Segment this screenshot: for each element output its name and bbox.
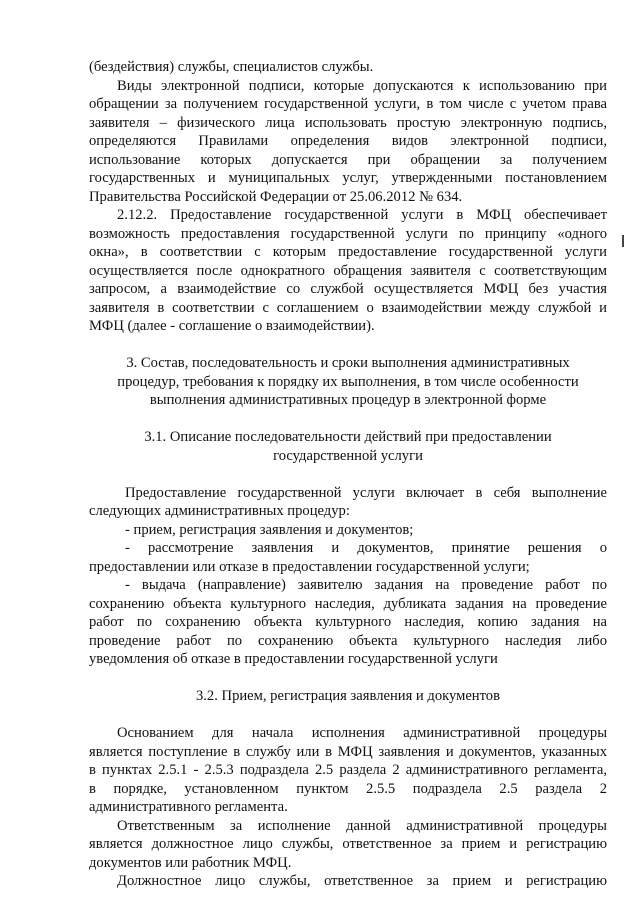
text-line: предоставлении или отказе в предоставлении государственной услуги; bbox=[89, 558, 530, 575]
text-line: в порядке, установленном пунктом 2.5.5 подраздела 2.5 раздела 2 bbox=[89, 780, 607, 797]
text-line: Ответственным за исполнение данной административной процедуры bbox=[117, 817, 607, 834]
section-heading-3: процедур, требования к порядку их выполнения, в том числе особенности bbox=[117, 373, 579, 390]
scan-artifact bbox=[622, 235, 624, 247]
text-line: Должностное лицо службы, ответственное за прием и регистрацию bbox=[117, 873, 607, 889]
text-line: 2.12.2. Предоставление государственной услуги в МФЦ обеспечивает bbox=[117, 207, 607, 223]
text-line: работ по сохранению объекта культурного наследия, копию задания на bbox=[89, 614, 607, 630]
section-heading-3: 3. Состав, последовательность и сроки выполнения административных bbox=[126, 355, 570, 371]
document-body bbox=[89, 58, 607, 891]
section-heading-3-1: государственной услуги bbox=[273, 447, 423, 464]
text-line: является поступление в службу или в МФЦ заявления и документов, указанных bbox=[89, 743, 607, 760]
text-line: возможность предоставления государственной услуги по принципу «одного bbox=[89, 225, 607, 242]
text-line: административного регламента. bbox=[89, 799, 288, 815]
text-line: обращении за получением государственной услуги, в том числе с учетом права bbox=[89, 96, 607, 112]
text-line: МФЦ (далее - соглашение о взаимодействии). bbox=[89, 318, 375, 334]
text-line: запросом, а взаимодействие со службой осуществляется МФЦ без участия bbox=[89, 281, 607, 297]
text-line: следующих административных процедур: bbox=[89, 503, 350, 519]
list-item: - рассмотрение заявления и документов, принятие решения о bbox=[125, 540, 607, 556]
text-line: Основанием для начала исполнения административной процедуры bbox=[117, 725, 607, 741]
text-line: в пунктах 2.5.1 - 2.5.3 подраздела 2.5 раздела 2 административного регламента, bbox=[89, 762, 607, 778]
text-line: окна», в соответствии с которым предоставление государственной услуги bbox=[89, 244, 607, 260]
text-line: осуществляется после однократного обращения заявителя с соответствующим bbox=[89, 262, 607, 279]
text-line: сохранению объекта культурного наследия, дубликата задания на проведение bbox=[89, 595, 607, 612]
text-line: является должностное лицо службы, ответственное за прием и регистрацию bbox=[89, 836, 607, 852]
text-line: Виды электронной подписи, которые допускаются к использованию при bbox=[117, 77, 607, 94]
text-line: государственных и муниципальных услуг, утвержденными постановлением bbox=[89, 170, 607, 186]
text-line: использование которых допускается при обращении за получением bbox=[89, 151, 607, 168]
text-line: проведение работ по сохранению объекта культурного наследия либо bbox=[89, 632, 607, 649]
text-line: заявителя – физического лица использовать простую электронную подпись, bbox=[89, 114, 607, 131]
text-line: уведомления об отказе в предоставлении государственной услуги bbox=[89, 651, 498, 667]
section-heading-3-1: 3.1. Описание последовательности действий при предоставлении bbox=[144, 429, 552, 445]
text-line: (бездействия) службы, специалистов службы. bbox=[89, 59, 374, 75]
list-item: - выдача (направление) заявителю задания на проведение работ по bbox=[125, 577, 607, 593]
list-item: - прием, регистрация заявления и документов; bbox=[125, 521, 414, 538]
text-line: Правительства Российской Федерации от 25.06.2012 № 634. bbox=[89, 188, 463, 205]
text-line: определяются Правилами определения видов электронной подписи, bbox=[89, 133, 607, 149]
text-line: Предоставление государственной услуги включает в себя выполнение bbox=[125, 484, 607, 501]
text-line: заявителя в соответствии с соглашением о взаимодействии между службой и bbox=[89, 299, 607, 316]
section-heading-3: выполнения административных процедур в электронной форме bbox=[149, 392, 547, 408]
text-line: документов или работник МФЦ. bbox=[89, 854, 292, 871]
section-heading-3-2: 3.2. Прием, регистрация заявления и документов bbox=[195, 688, 500, 704]
